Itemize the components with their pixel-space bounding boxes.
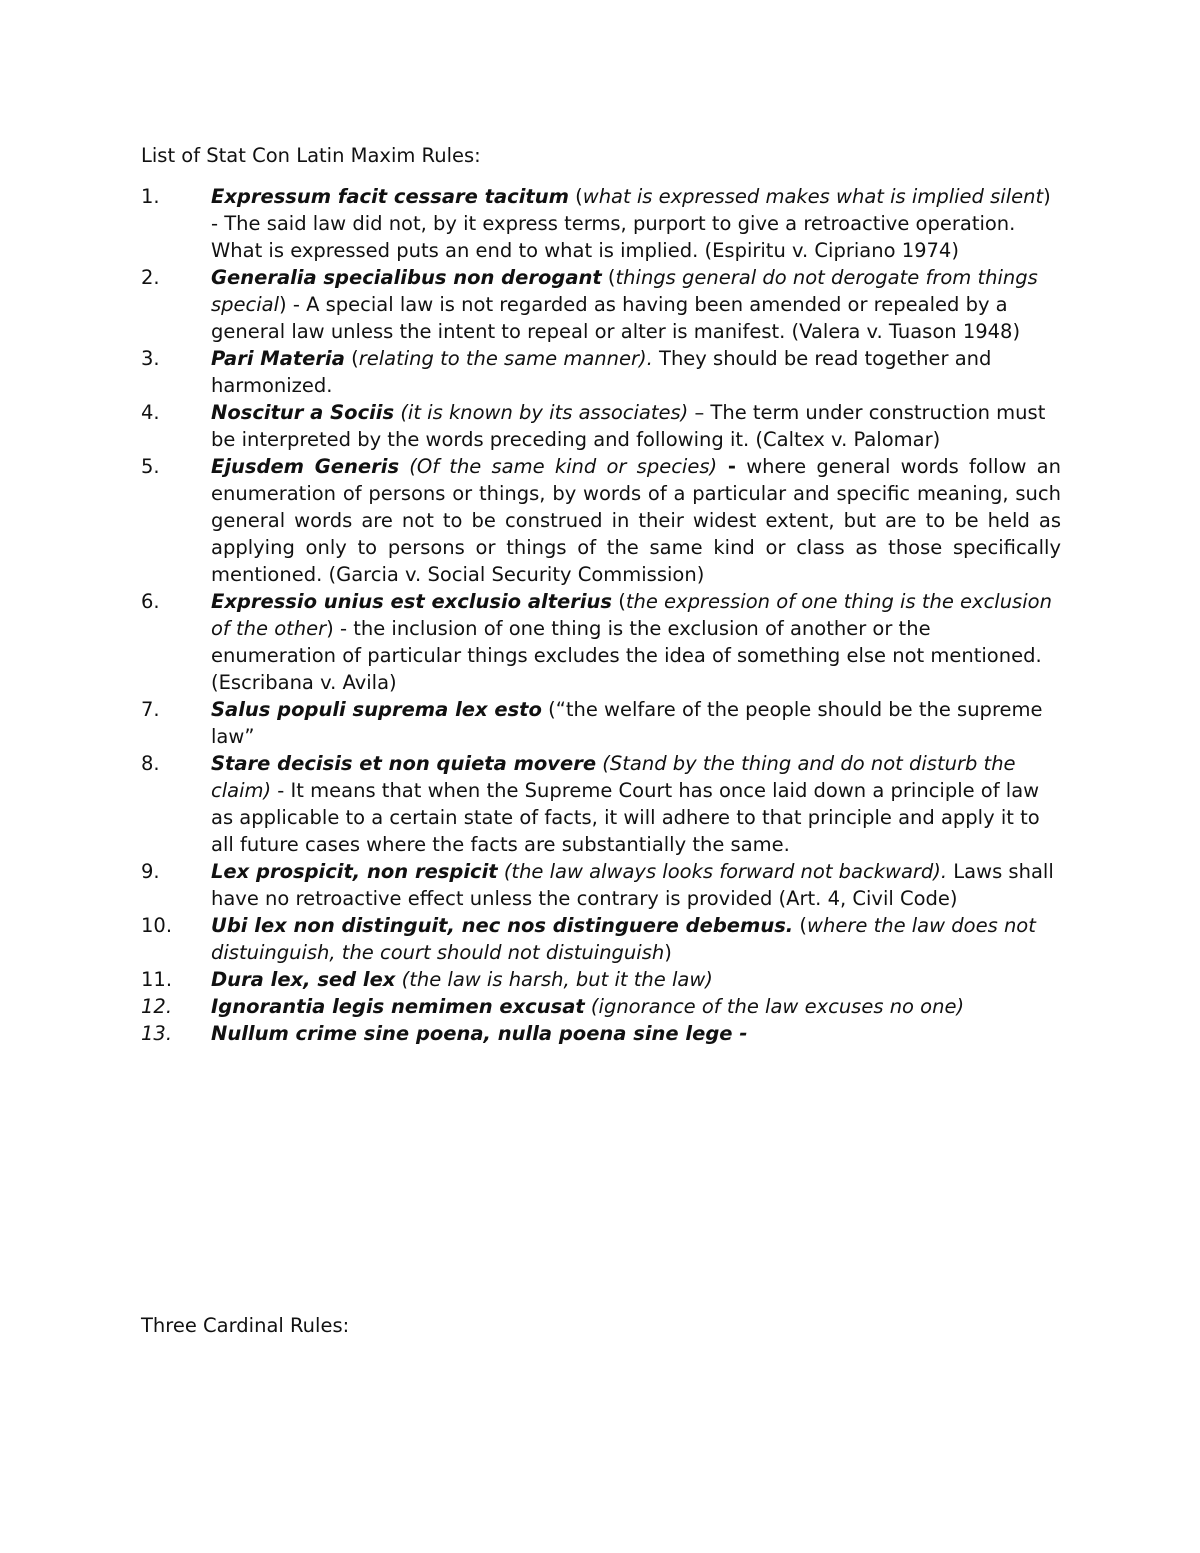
maxim-explanation: where general words follow an enumeration of persons or things, by words of a particular and specific meaning, such general words are not to be construed in their widest extent, but are to be held as applying only to persons or things of the same kind or class as those specifically mentioned. (Garcia v. Social Security Commission)	[211, 455, 1061, 586]
maxim-translation: what is expressed makes what is implied silent	[582, 185, 1044, 208]
list-item	[0, 966, 1061, 993]
list-item	[0, 345, 1061, 399]
item-number: 5.	[141, 455, 160, 478]
maxim-term: Lex prospicit, non respicit	[211, 860, 498, 883]
list-item	[0, 588, 1061, 696]
maxim-term: Nullum crime sine poena, nulla poena sine lege	[211, 1022, 733, 1045]
maxim-term: Ubi lex non distinguit, nec nos distinguere debemus.	[211, 914, 794, 937]
maxim-translation: (ignorance of the law excuses no one)	[590, 995, 965, 1018]
item-number: 4.	[141, 401, 160, 424]
maxim-explanation: ) - The said law did not, by it express terms, purport to give a retroactive operation. What is expressed puts an end to what is implied. (Espiritu v. Cipriano 1974)	[211, 185, 1051, 262]
list-item	[0, 399, 1061, 453]
maxim-explanation: ) - A special law is not regarded as having been amended or repealed by a general law unless the intent to repeal or alter is manifest. (Valera v. Tuason 1948)	[211, 293, 1021, 343]
item-number: 9.	[141, 860, 160, 883]
item-punct: (	[344, 347, 359, 370]
list-item	[0, 993, 1061, 1020]
section-heading: Three Cardinal Rules:	[141, 1314, 350, 1337]
maxim-explanation: They should be read together and harmonized.	[211, 347, 992, 397]
item-dash: -	[717, 455, 736, 478]
item-punct: (	[568, 185, 583, 208]
item-number: 2.	[141, 266, 160, 289]
maxim-term: Ignorantia legis nemimen excusat	[211, 995, 585, 1018]
maxim-explanation: – The term under construction must be interpreted by the words preceding and following it. (Caltex v. Palomar)	[211, 401, 1046, 451]
maxim-translation: where the law does not distuinguish, the court should not distuinguish	[211, 914, 1036, 964]
maxim-term: Noscitur a Sociis	[211, 401, 395, 424]
item-number: 11.	[141, 968, 173, 991]
item-number: 1.	[141, 185, 160, 208]
maxim-translation: (Stand by the thing and do not disturb the claim)	[211, 752, 1016, 802]
maxim-translation: things general do not derogate from things special	[211, 266, 1038, 316]
maxim-term: Expressio unius est exclusio alterius	[211, 590, 613, 613]
maxim-term: Expressum facit cessare tacitum	[211, 185, 569, 208]
list-item	[0, 183, 1061, 264]
item-number: 10.	[141, 914, 173, 937]
list-item	[0, 696, 1061, 750]
item-number: 13.	[141, 1022, 173, 1045]
item-punct: (	[601, 266, 616, 289]
list-item	[0, 750, 1061, 858]
item-number: 8.	[141, 752, 160, 775]
item-number: 12.	[141, 995, 173, 1018]
maxim-explanation: (“the welfare of the people should be the supreme law”	[211, 698, 1043, 748]
item-number: 6.	[141, 590, 160, 613]
maxim-explanation: Laws shall have no retroactive effect unless the contrary is provided (Art. 4, Civil Code)	[211, 860, 1054, 910]
maxim-term: Ejusdem Generis	[211, 455, 400, 478]
maxim-list	[0, 183, 1200, 1047]
list-item	[0, 858, 1061, 912]
maxim-explanation: )	[664, 941, 672, 964]
item-punct: (	[612, 590, 626, 613]
maxim-term: Stare decisis et non quieta movere	[211, 752, 597, 775]
list-item	[0, 912, 1061, 966]
maxim-term: Salus populi suprema lex esto	[211, 698, 542, 721]
maxim-explanation: - It means that when the Supreme Court has once laid down a principle of law as applicable to a certain state of facts, it will adhere to that principle and apply it to all future cases where the facts are substantially the same.	[211, 779, 1040, 856]
maxim-translation: relating to the same manner).	[358, 347, 653, 370]
page-title: List of Stat Con Latin Maxim Rules:	[141, 144, 481, 167]
maxim-term: Dura lex, sed lex	[211, 968, 396, 991]
item-number: 3.	[141, 347, 160, 370]
list-item	[0, 1020, 1061, 1047]
item-dash: -	[732, 1022, 748, 1045]
maxim-translation: (the law is harsh, but it the law)	[401, 968, 713, 991]
maxim-term: Pari Materia	[211, 347, 345, 370]
maxim-translation: (the law always looks forward not backward).	[503, 860, 948, 883]
item-punct	[399, 455, 409, 478]
maxim-term: Generalia specialibus non derogant	[211, 266, 602, 289]
maxim-translation: (it is known by its associates)	[400, 401, 689, 424]
list-item	[0, 264, 1061, 345]
maxim-explanation: ) - the inclusion of one thing is the exclusion of another or the enumeration of particular things excludes the idea of something else not mentioned. (Escribana v. Avila)	[211, 617, 1042, 694]
list-item	[0, 453, 1061, 588]
maxim-translation: the expression of one thing is the exclusion of the other	[211, 590, 1052, 640]
maxim-translation: (Of the same kind or species)	[409, 455, 718, 478]
item-punct: (	[793, 914, 808, 937]
item-number: 7.	[141, 698, 160, 721]
